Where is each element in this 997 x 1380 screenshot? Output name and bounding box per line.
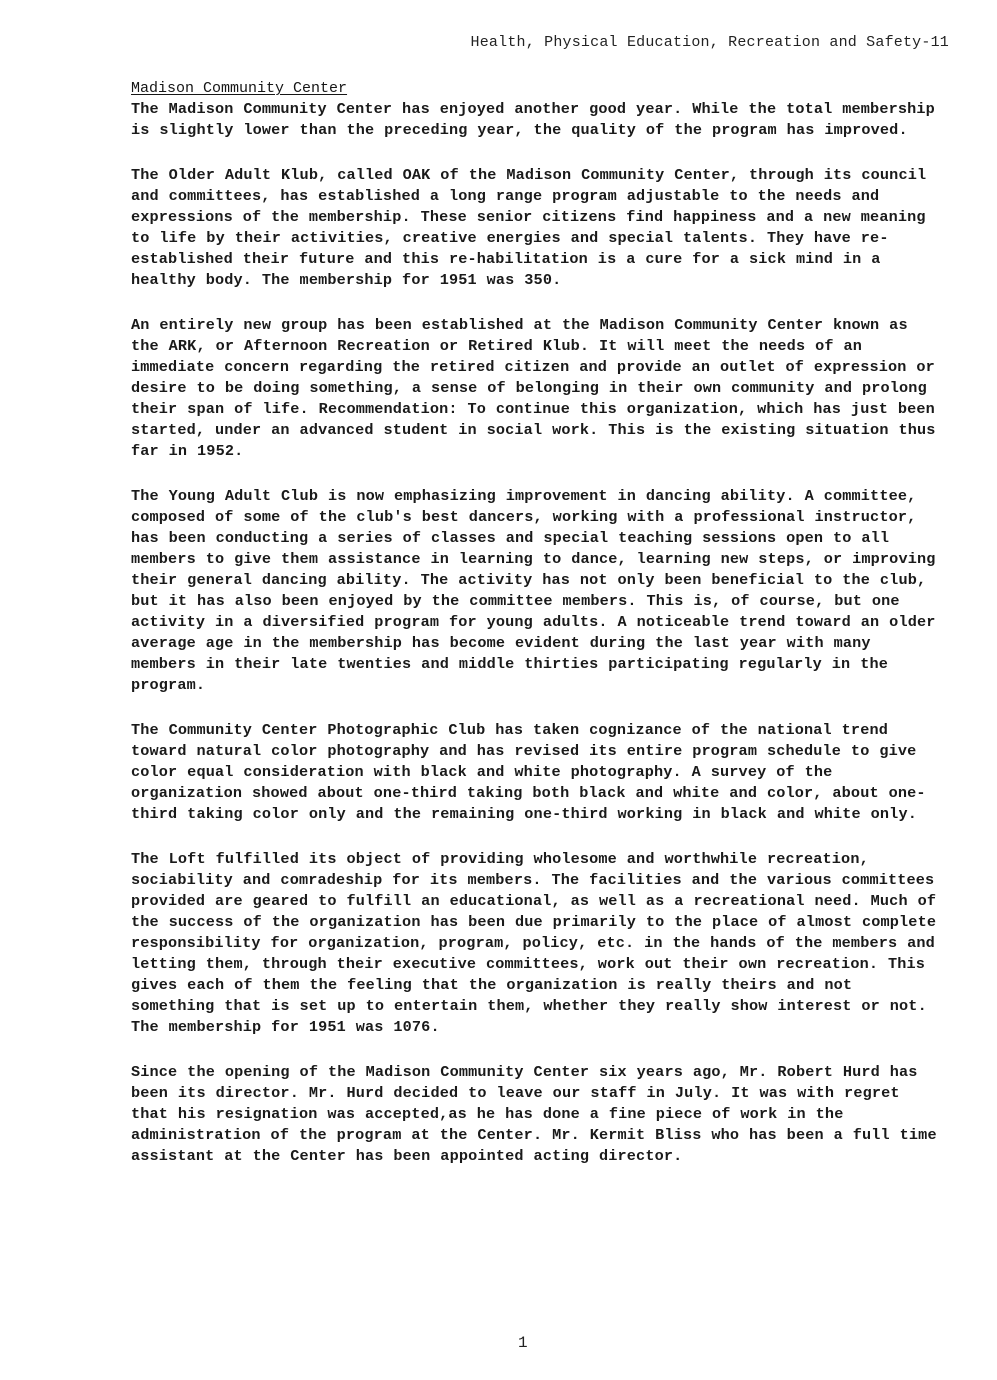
running-header: Health, Physical Education, Recreation and Safety-11 xyxy=(470,34,949,51)
paragraph-young-adult-club: The Young Adult Club is now emphasizing improvement in dancing ability. A committee, composed of some of the club's best dancers, working with a professional instructor, has been conducting a series of classes and special teaching sessions open to all members to give them assistance in learning to dance, learning new steps, or improving their general dancing ability. The activity has not only been beneficial to the club, but it has also been enjoyed by the committee members. This is, of course, but one activity in a diversified program for young adults. A noticeable trend toward an older average age in the membership has become evident during the last year with many members in their late twenties and middle thirties participating regularly in the program. xyxy=(131,487,936,694)
paragraph-loft: The Loft fulfilled its object of providing wholesome and worthwhile recreation, sociability and comradeship for its members. The facilities and the various committees provided are geared to fulfill an educational, as well as a recreational need. Much of the success of the organization has been due primarily to the place of almost complete responsibility for organization, program, policy, etc. in the hands of the members and letting them, through their executive committees, work out their own recreation. This gives each of them the feeling that the organization is really theirs and not something that is set up to entertain them, whether they really show interest or not. The membership for 1951 was 1076. xyxy=(131,850,937,1036)
paragraph-ark: An entirely new group has been established at the Madison Community Center known as the ARK, or Afternoon Recreation or Retired Klub. It will meet the needs of an immediate concern regarding the retired citizen and provide an outlet of expression or desire to be doing something, a sense of belonging in their own community and prolong their span of life. Recommendation: To continue this organization, which has just been started, under an advanced student in social work. This is the existing situation thus far in 1952. xyxy=(131,316,936,460)
section-title: Madison Community Center xyxy=(131,80,348,97)
paragraph-photographic-club: The Community Center Photographic Club has taken cognizance of the national trend toward natural color photography and has revised its entire program schedule to give color equal consideration with black and white photography. A survey of the organization showed about one-third taking both black and white and color, about one-third taking color only and the remaining one-third working in black and white only. xyxy=(131,721,926,823)
page-mark: 1 xyxy=(518,1334,528,1352)
paragraph-intro: The Madison Community Center has enjoyed another good year. While the total membership is slightly lower than the preceding year, the quality of the program has improved. xyxy=(131,100,935,139)
paragraph-oak: The Older Adult Klub, called OAK of the Madison Community Center, through its council and committees, has established a long range program adjustable to the needs and expressions of the membership. These senior citizens find happiness and a new meaning to life by their activities, creative energies and special talents. They have re-established their future and this re-habilitation is a cure for a sick mind in a healthy body. The membership for 1951 was 350. xyxy=(131,166,927,289)
paragraph-director: Since the opening of the Madison Community Center six years ago, Mr. Robert Hurd has been its director. Mr. Hurd decided to leave our staff in July. It was with regret that his resignation was accepted,as he has done a fine piece of work in the administration of the program at the Center. Mr. Kermit Bliss who has been a full time assistant at the Center has been appointed acting director. xyxy=(131,1063,937,1165)
document-body xyxy=(131,78,943,1191)
